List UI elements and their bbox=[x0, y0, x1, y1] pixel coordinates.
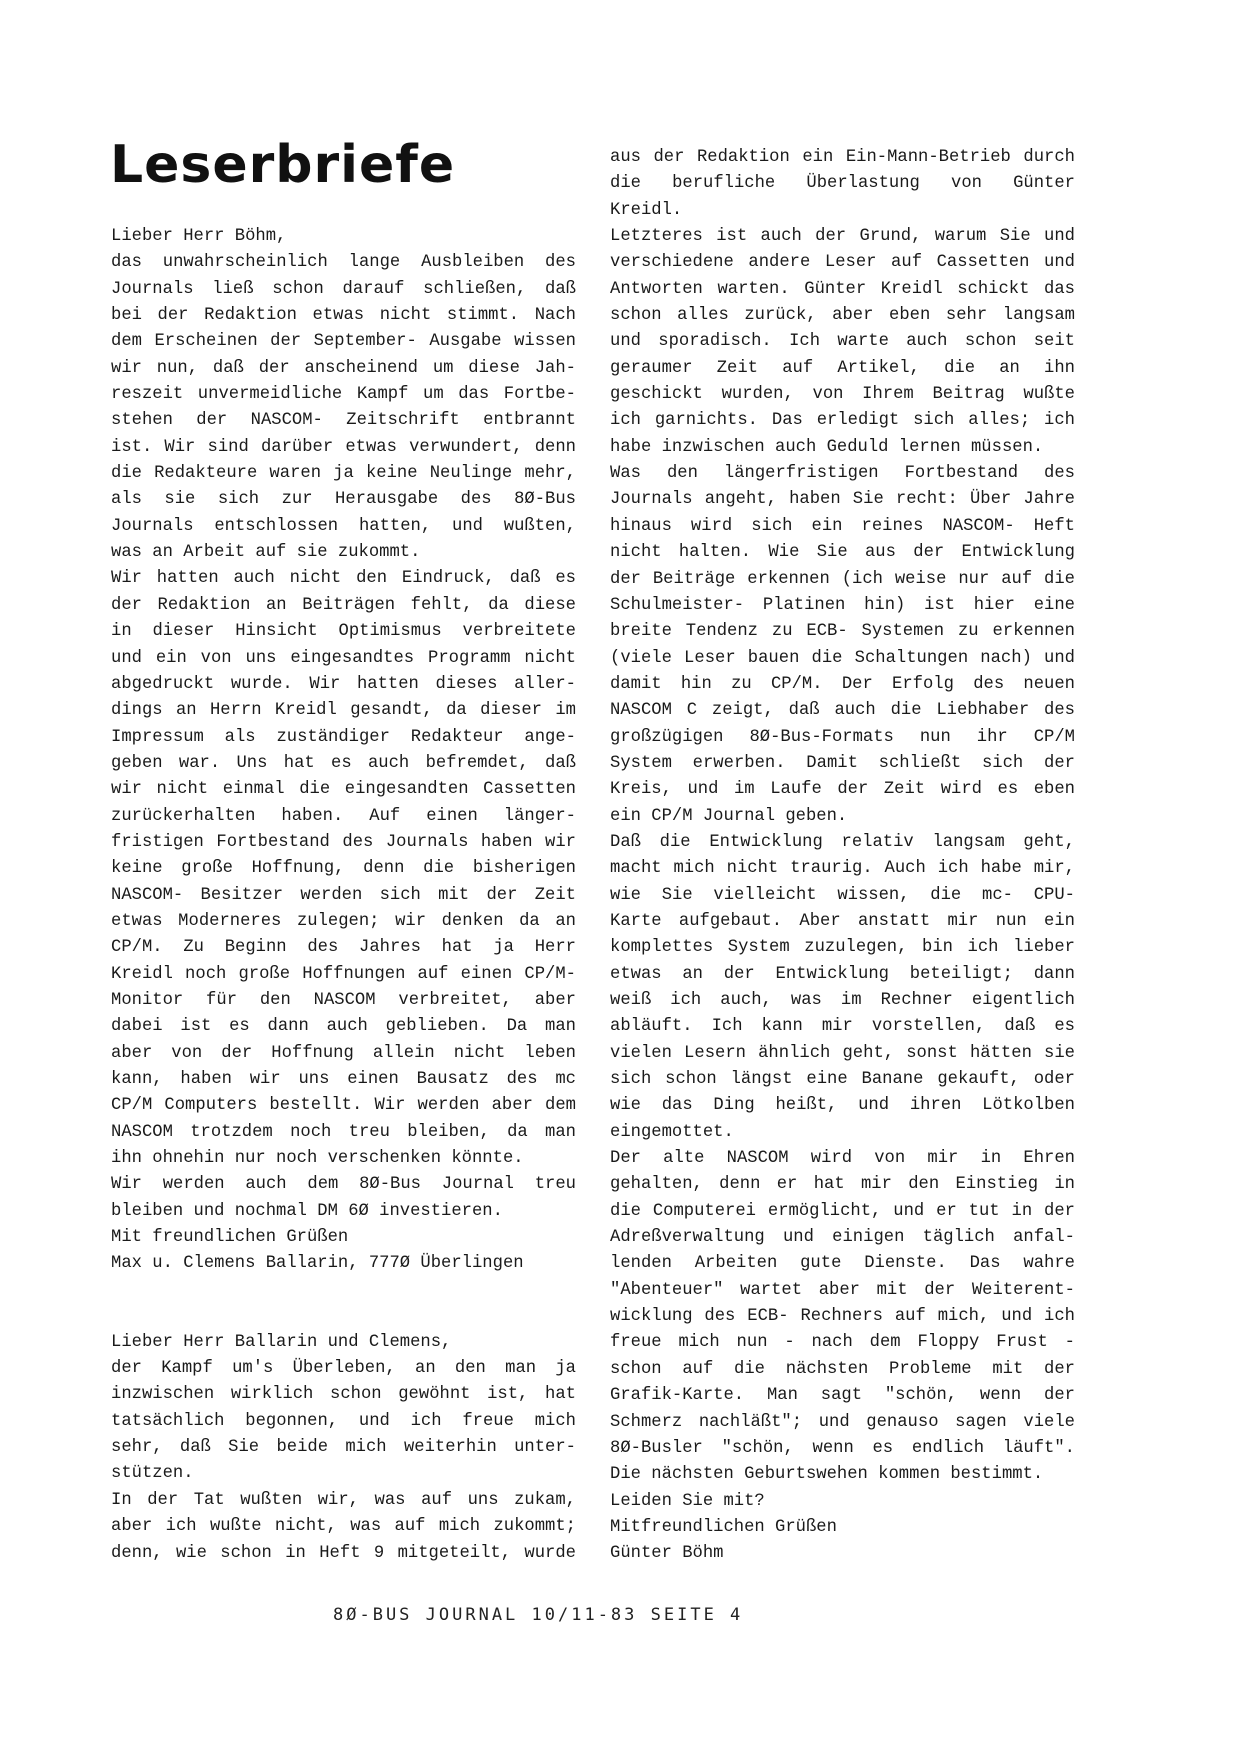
text-line: aus der Redaktion ein Ein-Mann-Betrieb durch bbox=[610, 148, 1075, 167]
text-line: tatsächlich begonnen, und ich freue mich bbox=[111, 1411, 576, 1431]
text-line: bleiben und nochmal DM 6Ø investieren. bbox=[111, 1201, 503, 1221]
text-line: nicht halten. Wie Sie aus der Entwicklung bbox=[610, 543, 1075, 563]
text-line: fristigen Fortbestand des Journals haben wir bbox=[111, 832, 576, 852]
text-line: Journals entschlossen hatten, und wußten, bbox=[111, 516, 576, 536]
text-line: etwas Moderneres zulegen; wir denken da an bbox=[111, 911, 576, 931]
text-line: Letzteres ist auch der Grund, warum Sie und bbox=[610, 227, 1075, 247]
text-line: Was den längerfristigen Fortbestand des bbox=[610, 464, 1075, 484]
text-line: stützen. bbox=[111, 1464, 194, 1484]
text-line: die Computerei ermöglicht, und er tut in der bbox=[610, 1201, 1075, 1221]
text-line: dem Erscheinen der September- Ausgabe wissen bbox=[111, 332, 576, 352]
text-line: inzwischen wirklich schon gewöhnt ist, hat bbox=[111, 1385, 576, 1405]
text-line: geben war. Uns hat es auch befremdet, daß bbox=[111, 753, 576, 773]
text-line: vielen Lesern ähnlich geht, sonst hätten sie bbox=[610, 1043, 1075, 1063]
text-line: Max u. Clemens Ballarin, 777Ø Überlingen bbox=[111, 1254, 524, 1274]
text-line: und sporadisch. Ich warte auch schon seit bbox=[610, 332, 1075, 352]
text-line: Günter Böhm bbox=[610, 1544, 724, 1564]
text-line: abläuft. Ich kann mir vorstellen, daß es bbox=[610, 1017, 1075, 1037]
text-line: dings an Herrn Kreidl gesandt, da dieser im bbox=[111, 701, 576, 721]
page-footer: 8Ø-BUS JOURNAL 10/11-83 SEITE 4 bbox=[333, 1605, 744, 1625]
text-line: Schulmeister- Platinen hin) ist hier eine bbox=[610, 595, 1075, 615]
text-line: Mitfreundlichen Grüßen bbox=[610, 1517, 837, 1537]
text-line: komplettes System zuzulegen, bin ich lieber bbox=[610, 938, 1075, 958]
text-line: ist. Wir sind darüber etwas verwundert, denn bbox=[111, 437, 576, 457]
text-line: wie Sie vielleicht wissen, die mc- CPU- bbox=[610, 885, 1075, 905]
text-line: ich garnichts. Das erledigt sich alles; ich bbox=[610, 411, 1075, 431]
text-line: habe inzwischen auch Geduld lernen müssen. bbox=[610, 437, 1044, 457]
text-line: geschickt wurden, von Ihrem Beitrag wußte bbox=[610, 385, 1075, 405]
text-line: Die nächsten Geburtswehen kommen bestimmt. bbox=[610, 1465, 1044, 1485]
letter-1 bbox=[111, 224, 576, 1278]
text-line: Lieber Herr Ballarin und Clemens, bbox=[111, 1332, 452, 1352]
text-line: Kreis, und im Laufe der Zeit wird es eben bbox=[610, 780, 1075, 800]
text-line: In der Tat wußten wir, was auf uns zukam, bbox=[111, 1490, 576, 1510]
letter-2-continued bbox=[610, 145, 1075, 1568]
text-line: reszeit unvermeidliche Kampf um das Fortbe- bbox=[111, 385, 576, 405]
text-line: schon alles zurück, aber eben sehr langsam bbox=[610, 306, 1075, 326]
text-line: ein CP/M Journal geben. bbox=[610, 806, 848, 826]
text-line: freue mich nun - nach dem Floppy Frust - bbox=[610, 1333, 1075, 1353]
left-column bbox=[111, 224, 576, 1567]
text-line: als sie sich zur Herausgabe des 8Ø-Bus bbox=[111, 490, 576, 510]
text-line: die Redakteure waren ja keine Neulinge mehr, bbox=[111, 464, 576, 484]
text-line: Monitor für den NASCOM verbreitet, aber bbox=[111, 990, 576, 1010]
text-line: abgedruckt wurde. Wir hatten dieses aller- bbox=[111, 674, 576, 694]
text-line: Mit freundlichen Grüßen bbox=[111, 1228, 349, 1248]
text-line: wir nun, daß der anscheinend um diese Jah- bbox=[111, 358, 576, 378]
text-line: der Beiträge erkennen (ich weise nur auf die bbox=[610, 569, 1075, 589]
text-line: ihn ohnehin nur noch verschenken könnte. bbox=[111, 1149, 524, 1169]
text-line: lenden Arbeiten gute Dienste. Das wahre bbox=[610, 1254, 1075, 1274]
text-line: das unwahrscheinlich lange Ausbleiben des bbox=[111, 253, 576, 273]
text-line: verschiedene andere Leser auf Cassetten und bbox=[610, 253, 1075, 273]
text-line: in dieser Hinsicht Optimismus verbreitete bbox=[111, 622, 576, 642]
text-line: CP/M. Zu Beginn des Jahres hat ja Herr bbox=[111, 938, 576, 958]
text-line: schon auf die nächsten Probleme mit der bbox=[610, 1359, 1075, 1379]
text-line: Schmerz nachläßt"; und genauso sagen viele bbox=[610, 1412, 1075, 1432]
text-line: Lieber Herr Böhm, bbox=[111, 227, 287, 246]
text-line: stehen der NASCOM- Zeitschrift entbrannt bbox=[111, 411, 576, 431]
text-line: damit hin zu CP/M. Der Erfolg des neuen bbox=[610, 674, 1075, 694]
text-line: "Abenteuer" wartet aber mit der Weiterent- bbox=[610, 1280, 1075, 1300]
page-title: Leserbriefe bbox=[110, 135, 456, 195]
text-line: aber von der Hoffnung allein nicht leben bbox=[111, 1043, 576, 1063]
text-line: NASCOM C zeigt, daß auch die Liebhaber des bbox=[610, 701, 1075, 721]
text-line: etwas an der Entwicklung beteiligt; dann bbox=[610, 964, 1075, 984]
text-line: (viele Leser bauen die Schaltungen nach) und bbox=[610, 648, 1075, 668]
text-line: Leiden Sie mit? bbox=[610, 1491, 765, 1511]
text-line: NASCOM- Besitzer werden sich mit der Zeit bbox=[111, 885, 576, 905]
text-line: wie das Ding heißt, und ihren Lötkolben bbox=[610, 1096, 1075, 1116]
text-line: hinaus wird sich ein reines NASCOM- Heft bbox=[610, 516, 1075, 536]
text-line: kann, haben wir uns einen Bausatz des mc bbox=[111, 1070, 576, 1089]
text-line: breite Tendenz zu ECB- Systemen zu erkennen bbox=[610, 622, 1075, 642]
text-line: NASCOM trotzdem noch treu bleiben, da man bbox=[111, 1122, 576, 1142]
text-line: Der alte NASCOM wird von mir in Ehren bbox=[610, 1149, 1075, 1169]
text-line: Journals angeht, haben Sie recht: Über Jahre bbox=[610, 490, 1075, 510]
text-line: macht mich nicht traurig. Auch ich habe mir, bbox=[610, 859, 1075, 879]
text-line: gehalten, denn er hat mir den Einstieg in bbox=[610, 1175, 1075, 1195]
text-line: die berufliche Überlastung von Günter bbox=[610, 174, 1075, 194]
text-line: geraumer Zeit auf Artikel, die an ihn bbox=[610, 358, 1075, 378]
text-line: weiß ich auch, was im Rechner eigentlich bbox=[610, 991, 1075, 1010]
text-line: Daß die Entwicklung relativ langsam geht, bbox=[610, 832, 1075, 852]
text-line: Adreßverwaltung und einigen täglich anfal- bbox=[610, 1228, 1075, 1248]
text-line: der Kampf um's Überleben, an den man ja bbox=[111, 1359, 576, 1379]
text-line: dabei ist es dann auch geblieben. Da man bbox=[111, 1017, 576, 1037]
text-line: wicklung des ECB- Rechners auf mich, und ich bbox=[610, 1307, 1075, 1327]
text-line: der Redaktion an Beiträgen fehlt, da diese bbox=[111, 595, 576, 615]
text-line: 8Ø-Busler "schön, wenn es endlich läuft". bbox=[610, 1438, 1075, 1458]
text-line: denn, wie schon in Heft 9 mitgeteilt, wurde bbox=[111, 1543, 576, 1563]
text-line: aber ich wußte nicht, was auf mich zukommt; bbox=[111, 1517, 576, 1537]
text-line: Impressum als zuständiger Redakteur ange- bbox=[111, 727, 576, 747]
text-line: Antworten warten. Günter Kreidl schickt das bbox=[610, 279, 1075, 299]
text-line: sehr, daß Sie beide mich weiterhin unter- bbox=[111, 1438, 576, 1458]
text-line: Grafik-Karte. Man sagt "schön, wenn der bbox=[610, 1386, 1075, 1406]
text-line: zurückerhalten haben. Auf einen länger- bbox=[111, 806, 576, 826]
text-line: CP/M Computers bestellt. Wir werden aber dem bbox=[111, 1096, 576, 1116]
text-line: System erwerben. Damit schließt sich der bbox=[610, 753, 1075, 773]
text-line: wir nicht einmal die eingesandten Cassetten bbox=[111, 780, 576, 800]
letter-2-start bbox=[111, 1330, 576, 1567]
text-line: sich schon längst eine Banane gekauft, oder bbox=[610, 1070, 1075, 1090]
text-line: Journals ließ schon darauf schließen, daß bbox=[111, 279, 576, 299]
text-line: Wir werden auch dem 8Ø-Bus Journal treu bbox=[111, 1175, 576, 1195]
text-line: keine große Hoffnung, denn die bisherigen bbox=[111, 859, 576, 879]
letter-gap bbox=[111, 1278, 576, 1330]
text-line: und ein von uns eingesandtes Programm nicht bbox=[111, 648, 576, 668]
text-line: Wir hatten auch nicht den Eindruck, daß es bbox=[111, 569, 576, 589]
text-line: Kreidl noch große Hoffnungen auf einen CP/M- bbox=[111, 964, 576, 984]
right-column bbox=[610, 145, 1075, 1568]
text-line: was an Arbeit auf sie zukommt. bbox=[111, 543, 421, 563]
text-line: bei der Redaktion etwas nicht stimmt. Nach bbox=[111, 306, 576, 326]
text-line: Kreidl. bbox=[610, 200, 683, 220]
text-line: großzügigen 8Ø-Bus-Formats nun ihr CP/M bbox=[610, 727, 1075, 747]
text-line: eingemottet. bbox=[610, 1122, 734, 1142]
text-line: Karte aufgebaut. Aber anstatt mir nun ein bbox=[610, 911, 1075, 931]
